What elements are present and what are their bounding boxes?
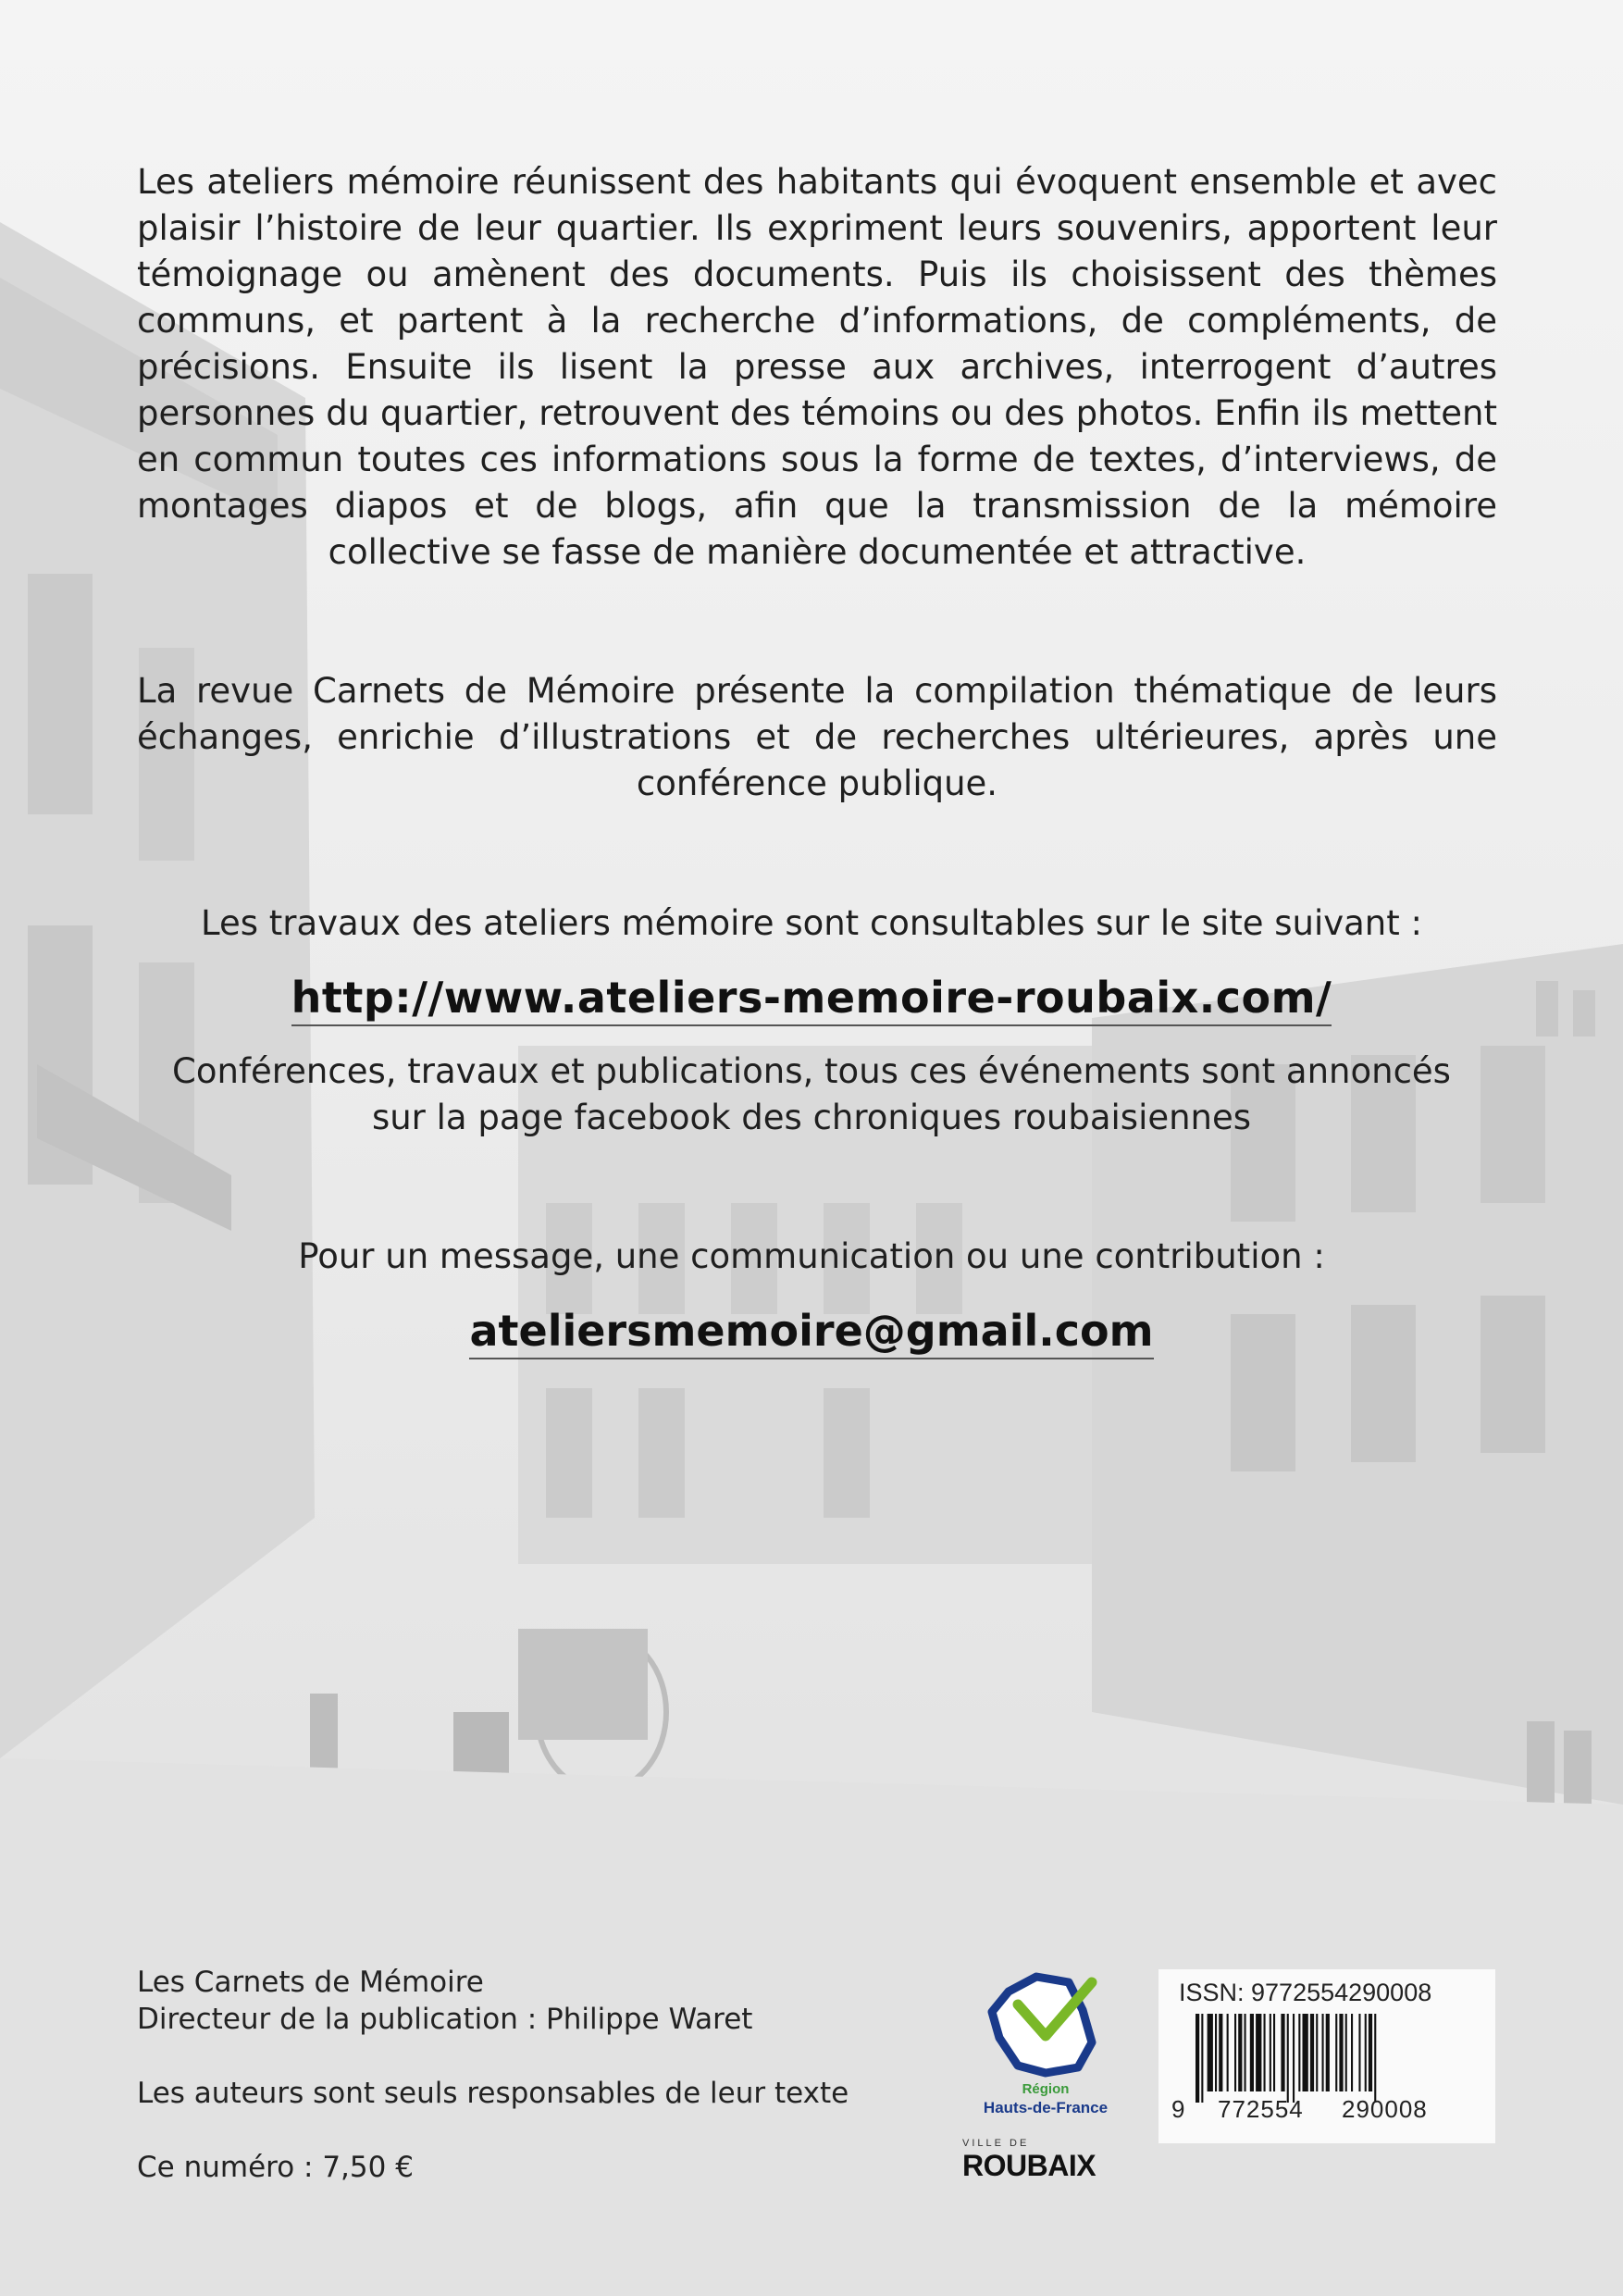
issn-label: ISSN: 9772554290008 [1179, 1979, 1432, 2006]
barcode-bar [1208, 2014, 1213, 2091]
barcode-digits-right: 290008 [1342, 2095, 1428, 2123]
announce-line-2: sur la page facebook des chroniques roubaisiennes [371, 1098, 1252, 1137]
barcode-bar [1298, 2014, 1300, 2091]
publication-director: Directeur de la publication : Philippe Waret [137, 2003, 753, 2036]
region-label-small: Région [1022, 2081, 1070, 2097]
barcode-bar [1245, 2014, 1246, 2091]
barcode-bar [1310, 2014, 1314, 2091]
barcode-bar [1281, 2014, 1284, 2091]
region-label [953, 2080, 1138, 2117]
barcode-bar [1273, 2014, 1275, 2091]
region-label-name: Hauts-de-France [983, 2099, 1109, 2116]
barcode-bar [1374, 2014, 1376, 2103]
barcode-bar [1238, 2014, 1242, 2091]
barcode-bar [1196, 2014, 1199, 2103]
barcode-digits-left: 772554 [1218, 2095, 1304, 2123]
barcode-bar [1339, 2014, 1343, 2091]
publication-title: Les Carnets de Mémoire [137, 1966, 484, 1999]
email-link[interactable] [93, 1308, 1530, 1354]
website-url-text[interactable]: http://www.ateliers-memoire-roubaix.com/ [291, 973, 1332, 1026]
barcode-bar [1322, 2014, 1324, 2091]
barcode-bar [1303, 2014, 1308, 2091]
barcode-bar [1365, 2014, 1367, 2091]
issue-price: Ce numéro : 7,50 € [137, 2151, 414, 2184]
announce-line-1: Conférences, travaux et publications, tous ces événements sont annoncés [172, 1051, 1451, 1091]
roubaix-logo-text: ROUBAIX [962, 2149, 1096, 2182]
intro-paragraph: Les ateliers mémoire réunissent des habitants qui évoquent ensemble et avec plaisir l’histoire de leur quartier. Ils expriment leurs souvenirs, apportent leur témoignage ou amènent des documents. Puis ils choisissent des thèmes communs, et partent à la recherche d’informations, de compléments, de précisions. Ensuite ils lisent la presse aux archives, interrogent d’autres personnes du quartier, retrouvent des témoins ou des photos. Enfin ils mettent en commun toutes ces informations sous la forme de textes, d’interviews, de montages diapos et de blogs, afin que la transmission de la mémoire collective se fasse de manière documentée et attractive. [137, 162, 1497, 572]
revue-paragraph: La revue Carnets de Mémoire présente la compilation thématique de leurs échanges, enrichie d’illustrations et de recherches ultérieures, après une conférence publique. [137, 671, 1497, 803]
barcode-bar [1201, 2014, 1203, 2103]
barcode-bar [1250, 2014, 1254, 2091]
barcode-icon [1196, 2014, 1464, 2103]
travaux-intro-text: Les travaux des ateliers mémoire sont consultables sur le site suivant : [200, 903, 1422, 943]
contact-intro-text: Pour un message, une communication ou une contribution : [298, 1236, 1325, 1276]
barcode-bar [1234, 2014, 1236, 2091]
issn-barcode-block [1158, 1969, 1495, 2143]
barcode-bar [1326, 2014, 1330, 2091]
barcode-bar [1358, 2014, 1360, 2091]
barcode-bar [1219, 2014, 1222, 2091]
barcode-bar [1287, 2014, 1289, 2103]
announce-text [93, 1049, 1530, 1141]
barcode-bar [1256, 2014, 1261, 2091]
ville-de-label: VILLE DE [962, 2138, 1030, 2149]
barcode-bar [1345, 2014, 1347, 2091]
barcode-bar [1351, 2014, 1353, 2091]
barcode-bar [1264, 2014, 1266, 2091]
barcode-digit-first: 9 [1171, 2095, 1185, 2123]
barcode-bar [1293, 2014, 1295, 2103]
authors-disclaimer: Les auteurs sont seuls responsables de leur texte [137, 2077, 849, 2110]
barcode-bar [1369, 2014, 1372, 2091]
website-link[interactable] [93, 974, 1530, 1021]
barcode-bar [1215, 2014, 1217, 2091]
barcode-bar [1316, 2014, 1318, 2091]
email-address-text[interactable]: ateliersmemoire@gmail.com [469, 1306, 1153, 1359]
barcode-bar [1270, 2014, 1271, 2091]
barcode-bar [1227, 2014, 1229, 2091]
barcode-bar [1335, 2014, 1337, 2091]
